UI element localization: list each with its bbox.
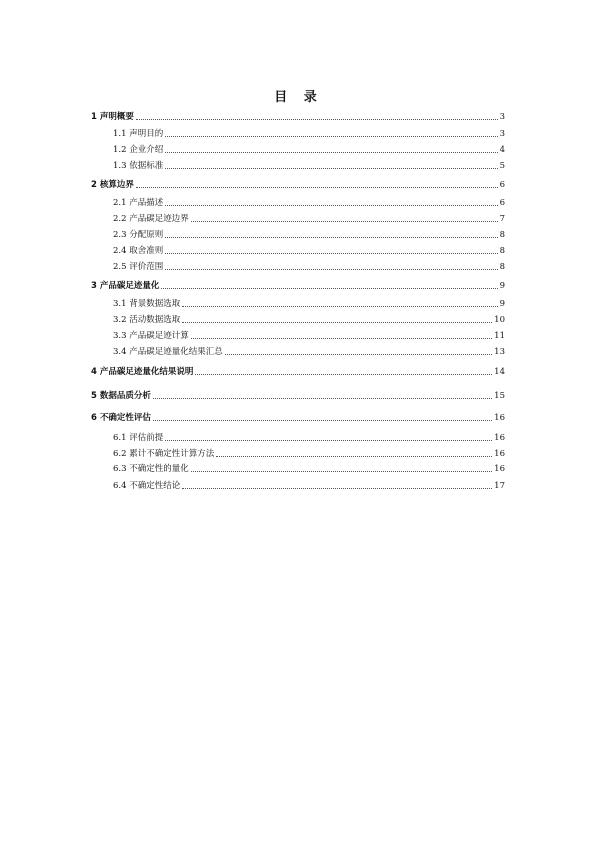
toc-entry[interactable]	[113, 245, 505, 257]
toc-entry[interactable]	[113, 448, 505, 460]
toc-entry-label: 6.1 评估前提	[113, 433, 164, 443]
toc-entry-label: 1.2 企业介绍	[113, 145, 164, 155]
toc-entry-page-number: 16	[494, 413, 505, 423]
toc-leader-dots	[153, 420, 492, 421]
toc-entry[interactable]	[91, 111, 505, 123]
toc-entry-label: 3.3 产品碳足迹计算	[113, 331, 189, 341]
toc-entry-label: 3.1 背景数据选取	[113, 299, 181, 309]
toc-entry[interactable]	[113, 160, 505, 172]
toc-leader-dots	[165, 152, 497, 153]
toc-leader-dots	[161, 288, 497, 289]
toc-entry[interactable]	[113, 346, 505, 358]
toc-entry-label: 1.3 依据标准	[113, 161, 164, 171]
toc-leader-dots	[165, 440, 492, 441]
toc-entry[interactable]	[113, 128, 505, 140]
toc-entry-page-number: 5	[499, 161, 505, 171]
toc-entry[interactable]	[113, 261, 505, 273]
toc-entry-label: 3.4 产品碳足迹量化结果汇总	[113, 347, 223, 357]
toc-entry-label: 2.1 产品描述	[113, 198, 164, 208]
toc-entry[interactable]	[113, 463, 505, 475]
toc-entry-label: 6.3 不确定性的量化	[113, 464, 189, 474]
toc-entry[interactable]	[113, 314, 505, 326]
toc-leader-dots	[153, 398, 492, 399]
toc-entry[interactable]	[91, 179, 505, 191]
toc-entry-label: 1.1 声明目的	[113, 129, 164, 139]
toc-entry-page-number: 17	[494, 481, 505, 491]
toc-entry[interactable]	[113, 480, 505, 492]
toc-leader-dots	[182, 488, 492, 489]
toc-entry-label: 3 产品碳足迹量化	[91, 281, 160, 291]
toc-entry-page-number: 7	[499, 214, 505, 224]
toc-entry-page-number: 16	[494, 433, 505, 443]
toc-entry-label: 6.2 累计不确定性计算方法	[113, 449, 215, 459]
toc-entry[interactable]	[113, 144, 505, 156]
toc-leader-dots	[182, 322, 492, 323]
toc-entry-label: 2.2 产品碳足迹边界	[113, 214, 189, 224]
toc-entry[interactable]	[113, 213, 505, 225]
toc-entry-label: 2 核算边界	[91, 180, 134, 190]
toc-entry-page-number: 16	[494, 449, 505, 459]
toc-entry-page-number: 3	[499, 112, 505, 122]
toc-entry[interactable]	[91, 366, 505, 378]
toc-entry[interactable]	[113, 197, 505, 209]
toc-entry-label: 2.3 分配原则	[113, 230, 164, 240]
toc-entry-page-number: 16	[494, 464, 505, 474]
toc-title: 目 录	[274, 90, 323, 105]
toc-entry-label: 2.4 取舍准则	[113, 246, 164, 256]
toc-leader-dots	[225, 354, 492, 355]
toc-entry-page-number: 9	[499, 299, 505, 309]
toc-entry-page-number: 8	[499, 262, 505, 272]
toc-entry-page-number: 15	[494, 391, 505, 401]
toc-entry-label: 1 声明概要	[91, 112, 134, 122]
toc-entry-page-number: 6	[499, 180, 505, 190]
toc-leader-dots	[191, 338, 492, 339]
toc-entry[interactable]	[91, 280, 505, 292]
toc-entry-page-number: 11	[494, 331, 505, 341]
toc-entry-page-number: 6	[499, 198, 505, 208]
toc-leader-dots	[191, 471, 492, 472]
toc-leader-dots	[165, 168, 497, 169]
toc-entry-label: 4 产品碳足迹量化结果说明	[91, 367, 194, 377]
toc-entry-page-number: 14	[494, 367, 505, 377]
toc-leader-dots	[136, 119, 498, 120]
toc-leader-dots	[165, 205, 497, 206]
toc-leader-dots	[182, 306, 497, 307]
toc-entry-label: 6 不确定性评估	[91, 413, 151, 423]
toc-leader-dots	[195, 374, 492, 375]
toc-leader-dots	[165, 269, 497, 270]
toc-entry-page-number: 10	[494, 315, 505, 325]
toc-entry-page-number: 13	[494, 347, 505, 357]
toc-entry-label: 3.2 活动数据选取	[113, 315, 181, 325]
toc-leader-dots	[136, 187, 498, 188]
toc-entry[interactable]	[113, 330, 505, 342]
toc-leader-dots	[165, 253, 497, 254]
toc-entry-page-number: 8	[499, 230, 505, 240]
toc-entry[interactable]	[113, 229, 505, 241]
toc-entry[interactable]	[91, 390, 505, 402]
toc-leader-dots	[165, 237, 497, 238]
toc-entry-label: 5 数据品质分析	[91, 391, 151, 401]
toc-leader-dots	[191, 221, 498, 222]
toc-entry-label: 6.4 不确定性结论	[113, 481, 181, 491]
toc-entry-label: 2.5 评价范围	[113, 262, 164, 272]
toc-leader-dots	[216, 456, 492, 457]
toc-entry-page-number: 8	[499, 246, 505, 256]
toc-leader-dots	[165, 136, 497, 137]
toc-entry[interactable]	[91, 412, 505, 424]
toc-entry[interactable]	[113, 432, 505, 444]
toc-entry-page-number: 4	[499, 145, 505, 155]
toc-entry-page-number: 3	[499, 129, 505, 139]
toc-entry[interactable]	[113, 298, 505, 310]
toc-entry-page-number: 9	[499, 281, 505, 291]
